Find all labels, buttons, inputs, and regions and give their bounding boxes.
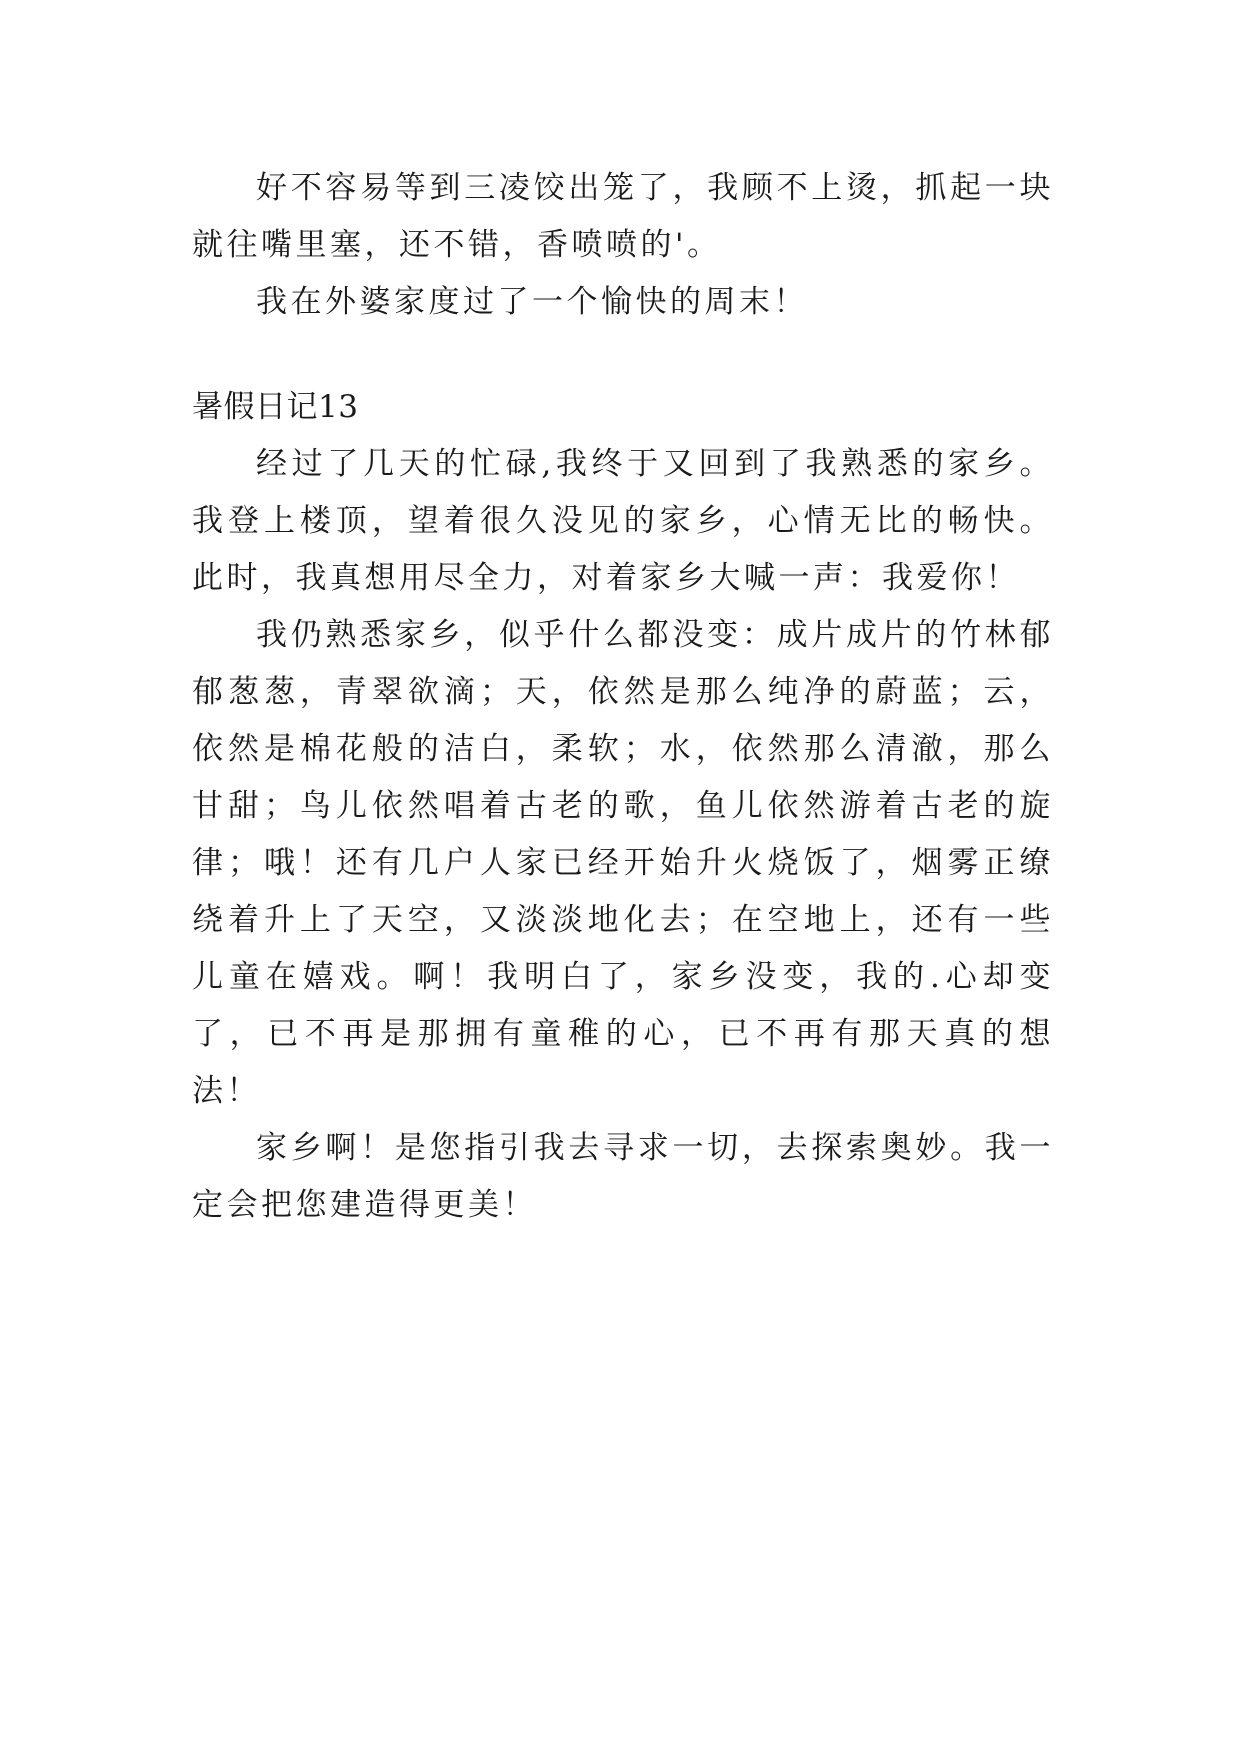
paragraph-dumplings: 好不容易等到三凌饺出笼了，我顾不上烫，抓起一块就往嘴里塞，还不错，香喷喷的'。: [192, 170, 1054, 263]
document-body: [192, 160, 1054, 1234]
paragraph-closing: 家乡啊！是您指引我去寻求一切，去探索奥妙。我一定会把您建造得更美！: [192, 1130, 1054, 1223]
paragraph-return-home: 经过了几天的忙碌,我终于又回到了我熟悉的家乡。我登上楼顶，望着很久没见的家乡，心情无比的畅快。此时，我真想用尽全力，对着家乡大喊一声：我爱你！: [192, 446, 1054, 596]
paragraph-hometown-scenery: 我仍熟悉家乡，似乎什么都没变：成片成片的竹林郁郁葱葱，青翠欲滴；天，依然是那么纯净的蔚蓝；云，依然是棉花般的洁白，柔软；水，依然那么清澈，那么甘甜；鸟儿依然唱着古老的歌，鱼儿依然游着古老的旋律；哦！还有几户人家已经开始升火烧饭了，烟雾正缭绕着升上了天空，又淡淡地化去；在空地上，还有一些儿童在嬉戏。啊！我明白了，家乡没变，我的.心却变了，已不再是那拥有童稚的心，已不再有那天真的想法！: [192, 617, 1054, 1109]
diary-heading: 暑假日记13: [192, 389, 359, 425]
paragraph-weekend: 我在外婆家度过了一个愉快的周末！: [256, 284, 808, 320]
